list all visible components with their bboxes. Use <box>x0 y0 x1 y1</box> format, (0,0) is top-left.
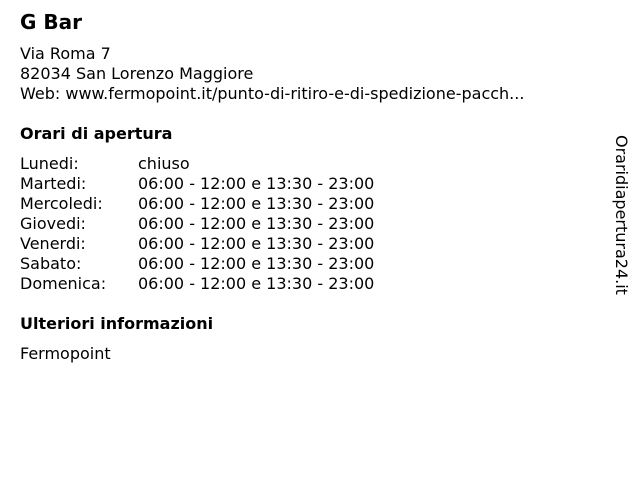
website-link[interactable]: Web: www.fermopoint.it/punto-di-ritiro-e-di-spedizione-pacch... <box>20 84 525 103</box>
day-hours: 06:00 - 12:00 e 13:30 - 23:00 <box>138 254 375 273</box>
further-info-text: Fermopoint <box>20 344 111 363</box>
city-address: 82034 San Lorenzo Maggiore <box>20 64 254 83</box>
business-name: G Bar <box>20 10 82 34</box>
day-hours: 06:00 - 12:00 e 13:30 - 23:00 <box>138 214 375 233</box>
day-hours: 06:00 - 12:00 e 13:30 - 23:00 <box>138 234 375 253</box>
day-hours: chiuso <box>138 154 190 173</box>
day-label: Domenica: <box>20 274 107 293</box>
day-label: Lunedi: <box>20 154 79 173</box>
day-label: Giovedi: <box>20 214 86 233</box>
day-hours: 06:00 - 12:00 e 13:30 - 23:00 <box>138 174 375 193</box>
opening-hours-heading: Orari di apertura <box>20 124 173 143</box>
street-address: Via Roma 7 <box>20 44 111 63</box>
site-watermark <box>611 135 631 310</box>
day-label: Venerdi: <box>20 234 86 253</box>
day-label: Sabato: <box>20 254 82 273</box>
day-label: Martedi: <box>20 174 87 193</box>
further-info-heading: Ulteriori informazioni <box>20 314 214 333</box>
address-block <box>20 44 524 104</box>
day-label: Mercoledi: <box>20 194 103 213</box>
day-hours: 06:00 - 12:00 e 13:30 - 23:00 <box>138 194 375 213</box>
day-hours: 06:00 - 12:00 e 13:30 - 23:00 <box>138 274 375 293</box>
watermark-text: Oraridiapertura24.it <box>612 135 631 295</box>
